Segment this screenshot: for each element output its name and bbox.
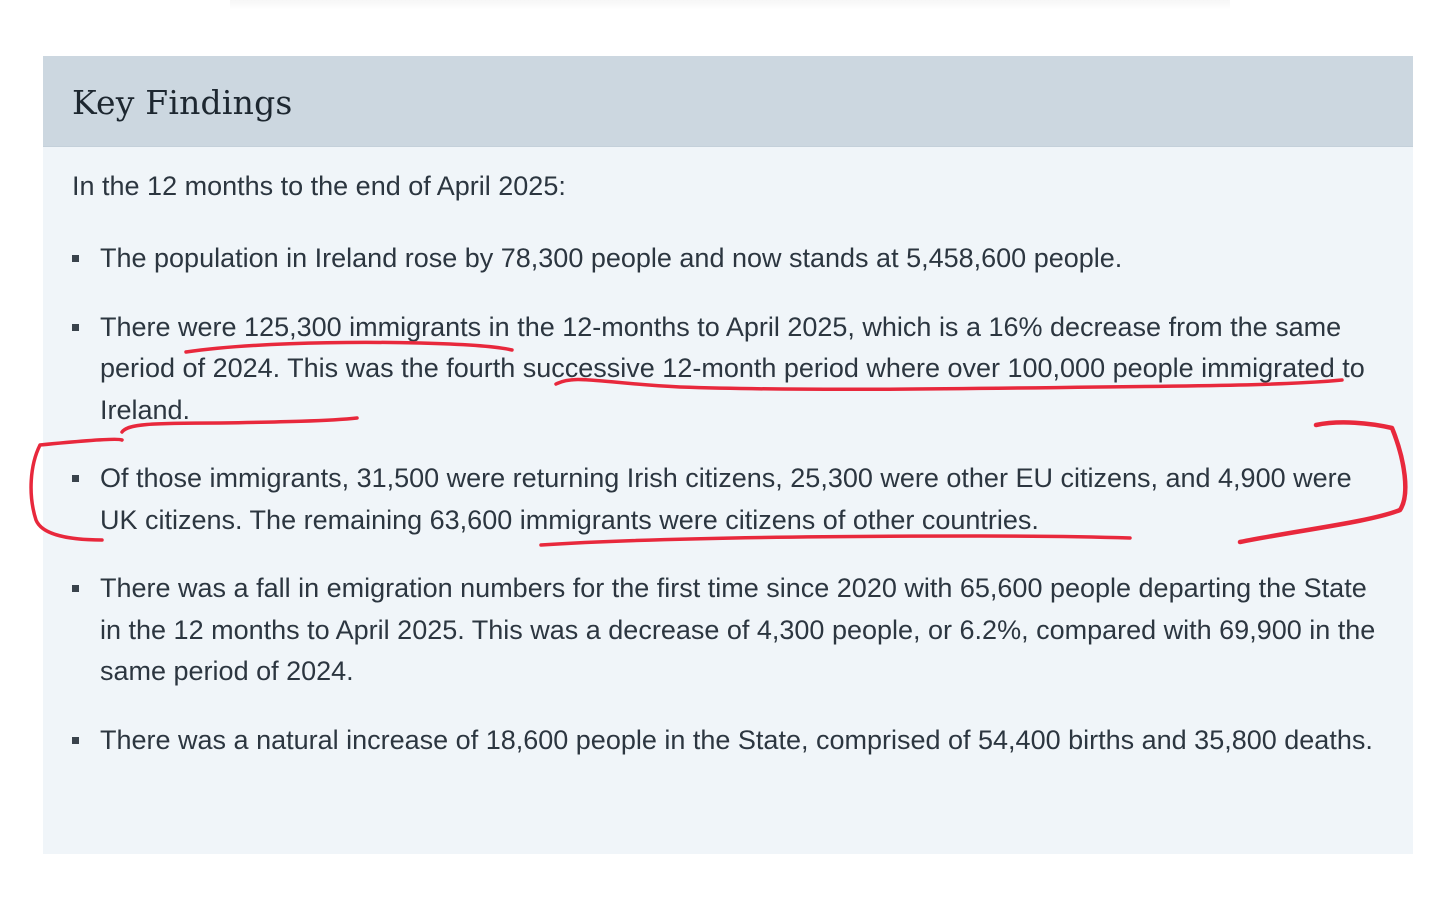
bullet-icon bbox=[72, 324, 79, 331]
bullet-icon bbox=[72, 737, 79, 744]
finding-immigrants bbox=[72, 307, 1384, 432]
bullet-icon bbox=[72, 475, 79, 482]
panel-header bbox=[43, 56, 1413, 147]
finding-text: There were 125,300 immigrants in the 12-months to April 2025, which is a 16% decrease from the same period of 2024. This was the fourth successive 12-month period where over 100,000 people immigrated to Ireland. bbox=[100, 311, 1365, 425]
bullet-icon bbox=[72, 585, 79, 592]
finding-natural-increase bbox=[72, 720, 1384, 762]
intro-text: In the 12 months to the end of April 2025: bbox=[72, 171, 566, 201]
finding-population bbox=[72, 238, 1384, 280]
finding-text: There was a natural increase of 18,600 people in the State, comprised of 54,400 births and 35,800 deaths. bbox=[100, 724, 1373, 755]
bullet-icon bbox=[72, 255, 79, 262]
findings-list bbox=[72, 238, 1384, 761]
panel-title: Key Findings bbox=[72, 82, 293, 122]
finding-text: There was a fall in emigration numbers for the first time since 2020 with 65,600 people departing the State in the 12 months to April 2025. This was a decrease of 4,300 people, or 6.2%, compared with 69,900 in the same period of 2024. bbox=[100, 573, 1376, 686]
finding-emigration bbox=[72, 568, 1384, 693]
finding-immigrant-citizenship bbox=[72, 458, 1384, 541]
finding-text: The population in Ireland rose by 78,300 people and now stands at 5,458,600 people. bbox=[100, 243, 1123, 273]
panel-body bbox=[43, 147, 1413, 761]
finding-text: Of those immigrants, 31,500 were returning Irish citizens, 25,300 were other EU citizens, and 4,900 were UK citizens. The remaining 63,600 immigrants were citizens of other countries. bbox=[100, 463, 1352, 535]
key-findings-panel bbox=[43, 56, 1413, 854]
top-shadow bbox=[230, 0, 1230, 10]
